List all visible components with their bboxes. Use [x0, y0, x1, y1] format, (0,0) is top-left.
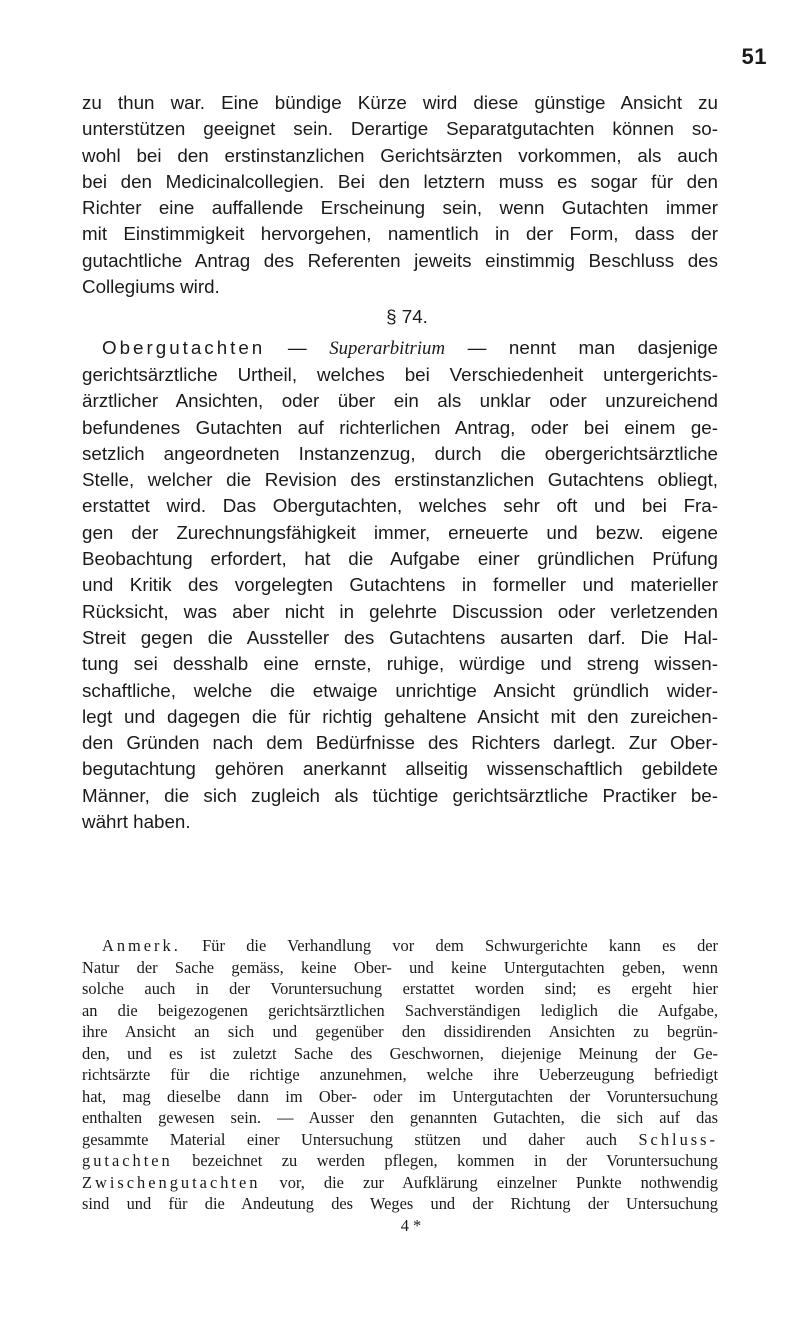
- text-line: Stelle, welcher die Revision des erstinstanzlichen Gutachtens obliegt,: [82, 469, 718, 491]
- note-line: solche auch in der Voruntersuchung erstattet worden sind; es ergeht hier: [82, 979, 718, 998]
- text-line: Richter eine auffallende Erscheinung sein, wenn Gutachten immer: [82, 197, 718, 219]
- text-line: unterstützen geeignet sein. Derartige Separatgutachten können so-: [82, 118, 718, 140]
- text-line: wohl bei den erstinstanzlichen Gerichtsärzten vorkommen, als auch: [82, 144, 718, 166]
- text-line-first: [82, 335, 718, 362]
- text-line: und Kritik des vorgelegten Gutachtens in formeller und materieller: [82, 574, 718, 596]
- text-line: Collegiums wird.: [82, 276, 220, 298]
- term-schlussgutachten-cont: gutachten: [82, 1151, 173, 1170]
- term-obergutachten: Obergutachten: [102, 336, 266, 358]
- page-number: 51: [741, 44, 767, 69]
- text-line: bei den Medicinalcollegien. Bei den letztern muss es sogar für den: [82, 170, 718, 192]
- text-line: Rücksicht, was aber nicht in gelehrte Discussion oder verletzenden: [82, 600, 718, 622]
- signature-mark: 4 *: [400, 1215, 422, 1235]
- text-line: ärztlicher Ansichten, oder über ein als unklar oder unzureichend: [82, 390, 718, 412]
- text-line: erstattet wird. Das Obergutachten, welches sehr oft und bei Fra-: [82, 495, 718, 517]
- text-line: Männer, die sich zugleich als tüchtige gerichtsärztliche Practiker be-: [82, 784, 718, 806]
- note-line: ihre Ansicht an sich und gegenüber den dissidirenden Ansichten zu begrün-: [82, 1022, 718, 1041]
- term-superarbitrium: Superarbitrium: [329, 337, 446, 359]
- text-line: währt haben.: [82, 811, 191, 833]
- text-line: gerichtsärztliche Urtheil, welches bei Verschiedenheit untergerichts-: [82, 363, 718, 385]
- note-line: enthalten gewesen sein. — Ausser den genannten Gutachten, die sich auf das: [82, 1108, 718, 1127]
- note-line: Natur der Sache gemäss, keine Ober- und keine Untergutachten geben, wenn: [82, 957, 718, 977]
- text-line: tung sei desshalb eine ernste, ruhige, würdige und streng wissen-: [82, 653, 718, 675]
- text-line: den Gründen nach dem Bedürfnisse des Richters darlegt. Zur Ober-: [82, 732, 718, 754]
- text-line: befundenes Gutachten auf richterlichen Antrag, oder bei einem ge-: [82, 416, 718, 438]
- note-line: hat, mag dieselbe dann im Ober- oder im Untergutachten der Voruntersuchung: [82, 1086, 718, 1106]
- note-line: an die beigezogenen gerichtsärztlichen Sachverständigen lediglich die Aufgabe,: [82, 1000, 718, 1020]
- note-line: [82, 1150, 718, 1172]
- footnote-remark: [82, 935, 718, 1236]
- dash-open: —: [265, 336, 330, 358]
- note-text: vor, die zur Aufklärung einzelner Punkte nothwendig: [260, 1172, 718, 1192]
- text-line: Beobachtung erfordert, hat die Aufgabe einer gründlichen Prüfung: [82, 548, 718, 570]
- note-line: sind und für die Andeutung des Weges und der Richtung der Untersuchung: [82, 1194, 718, 1213]
- note-line: richtsärzte für die richtige anzunehmen, welche ihre Ueberzeugung befriedigt: [82, 1065, 718, 1084]
- text-line: zu thun war. Eine bündige Kürze wird diese günstige Ansicht zu: [82, 92, 718, 113]
- note-label: Anmerk.: [102, 936, 181, 955]
- note-text: gesammte Material einer Untersuchung stützen und daher auch: [82, 1129, 617, 1149]
- note-text: Für die Verhandlung vor dem Schwurgerichte kann es der: [180, 936, 718, 955]
- text-line: setzlich angeordneten Instanzenzug, durch die obergerichtsärztliche: [82, 442, 718, 464]
- paragraph-1: [82, 90, 718, 300]
- text-line: gen der Zurechnungsfähigkeit immer, erneuerte und bezw. eigene: [82, 521, 718, 543]
- text-line: gutachtliche Antrag des Referenten jeweits einstimmig Beschluss des: [82, 249, 718, 271]
- text-line: Streit gegen die Aussteller des Gutachtens ausarten darf. Die Hal-: [82, 626, 718, 648]
- note-line-first: [82, 935, 718, 957]
- text-line: legt und dagegen die für richtig gehaltene Ansicht mit den zureichen-: [82, 705, 718, 727]
- text-line: begutachtung gehören anerkannt allseitig wissenschaftlich gebildete: [82, 758, 718, 780]
- term-zwischengutachten: Zwischengutachten: [82, 1172, 261, 1192]
- main-text: [82, 90, 718, 835]
- note-line: [82, 1172, 718, 1194]
- paragraph-2: [82, 335, 718, 836]
- term-schlussgutachten: Schluss-: [638, 1129, 718, 1149]
- note-line: den, und es ist zuletzt Sache des Geschwornen, diejenige Meinung der Ge-: [82, 1043, 718, 1063]
- dash-close: — nennt man dasjenige: [445, 336, 718, 358]
- text-line: mit Einstimmigkeit hervorgehen, namentlich in der Form, dass der: [82, 223, 718, 245]
- section-heading: § 74.: [386, 306, 428, 328]
- note-line: [82, 1129, 718, 1151]
- note-text: bezeichnet zu werden pflegen, kommen in der Voruntersuchung: [172, 1151, 718, 1170]
- text-line: schaftliche, welche die etwaige unrichtige Ansicht gründlich wider-: [82, 679, 718, 701]
